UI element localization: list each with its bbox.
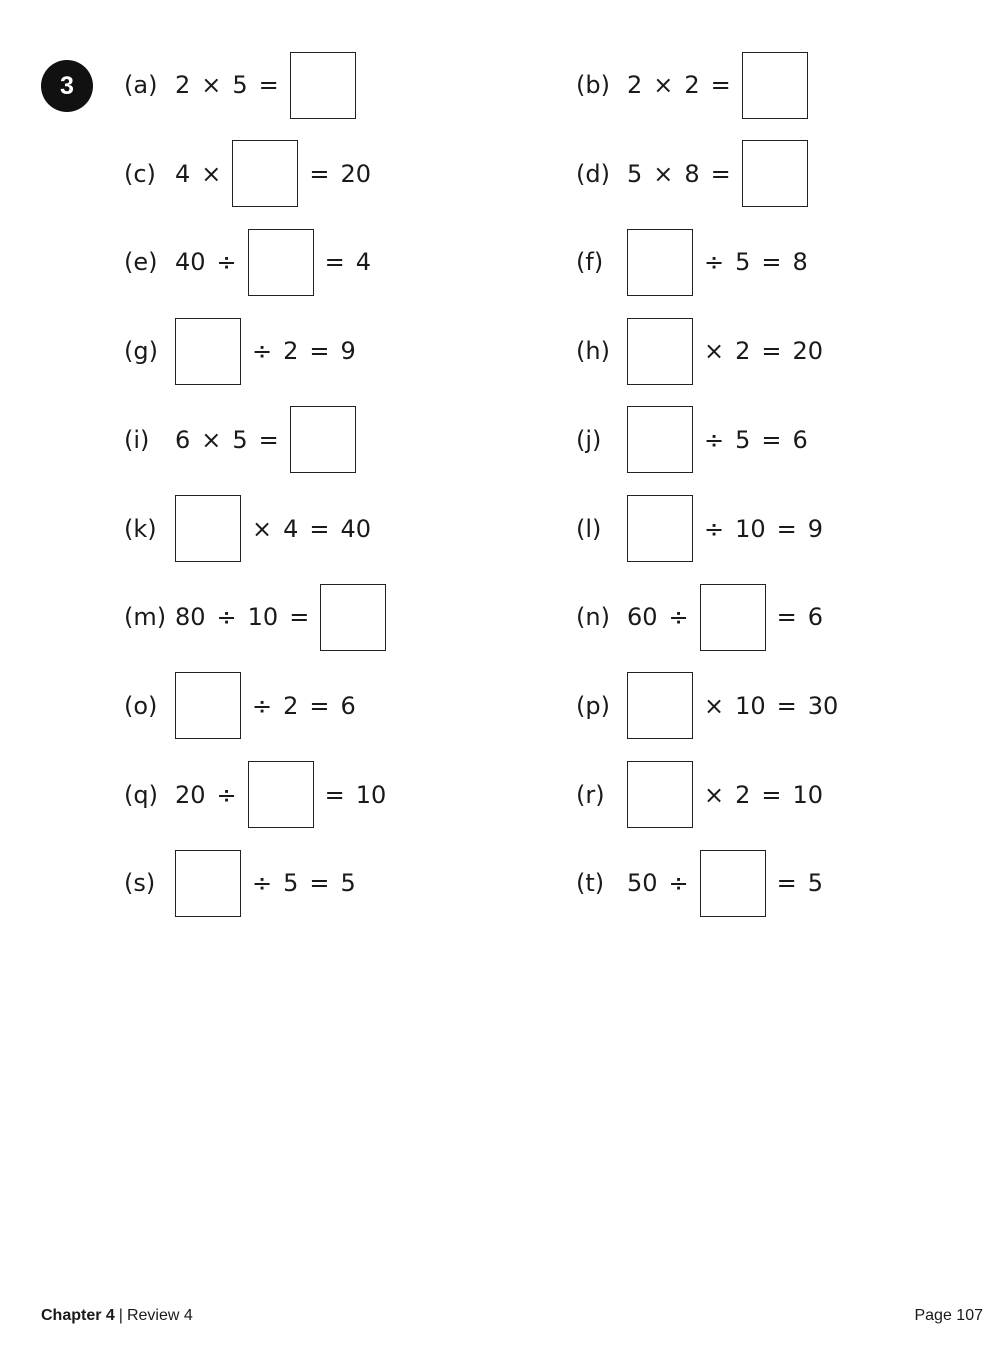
answer-box[interactable] [290, 406, 356, 473]
equation-token: = [761, 425, 782, 454]
equation-token: = [776, 603, 797, 632]
equation-token: 2 [684, 71, 700, 99]
problem-label: (h) [576, 337, 610, 366]
equation-token: = [309, 869, 330, 898]
equation-token: = [258, 425, 279, 454]
equation-token: = [710, 159, 731, 188]
problem-f [576, 227, 808, 297]
equation-token: ÷ [704, 425, 725, 454]
problem-t [576, 848, 823, 918]
equation-token: 2 [735, 780, 751, 809]
problem-d [576, 139, 808, 209]
equation-token: = [776, 869, 797, 898]
equation-token: 2 [175, 71, 191, 99]
equation-token: 2 [283, 337, 299, 366]
chapter-label: Chapter 4 [41, 1307, 115, 1324]
problem-label: (o) [124, 691, 158, 720]
problem-label: (n) [576, 603, 610, 632]
equation-token: = [309, 337, 330, 366]
equation-token: 10 [247, 603, 279, 632]
equation-token: ÷ [668, 869, 689, 898]
problem-label: (r) [576, 780, 605, 809]
equation-token: 20 [175, 780, 206, 809]
equation-token: 40 [175, 248, 206, 277]
problem-i [124, 405, 356, 475]
equation-token: 20 [792, 337, 824, 366]
equation-token: 10 [735, 514, 766, 543]
equation-token: ÷ [216, 248, 237, 277]
equation-token: 5 [283, 869, 299, 898]
equation-token: 6 [807, 603, 824, 632]
equation-token: × [653, 159, 674, 188]
answer-box[interactable] [627, 672, 693, 739]
equation-token: 20 [340, 159, 372, 188]
equation-token: × [201, 159, 222, 188]
answer-box[interactable] [290, 52, 356, 119]
problem-label: (t) [576, 869, 605, 898]
answer-box[interactable] [232, 140, 298, 207]
answer-box[interactable] [248, 229, 314, 296]
problem-label: (a) [124, 71, 158, 99]
equation-token: = [761, 248, 782, 277]
equation-token: × [201, 425, 222, 454]
equation-token: = [258, 71, 279, 99]
problem-label: (c) [124, 159, 156, 188]
equation-token: ÷ [704, 248, 725, 277]
equation-token: = [324, 248, 345, 277]
equation-token: = [776, 514, 797, 543]
equation-token: 5 [340, 869, 356, 898]
equation-token: 50 [627, 869, 658, 898]
answer-box[interactable] [742, 52, 808, 119]
answer-box[interactable] [320, 584, 386, 651]
problem-s [124, 848, 356, 918]
equation-token: × [201, 71, 222, 99]
equation-token: × [704, 337, 725, 366]
answer-box[interactable] [627, 318, 693, 385]
answer-box[interactable] [627, 495, 693, 562]
answer-box[interactable] [742, 140, 808, 207]
equation-token: = [324, 780, 345, 809]
page-number: Page 107 [914, 1307, 983, 1324]
equation-token: × [653, 71, 674, 99]
equation-token: 8 [792, 248, 808, 277]
equation-token: = [761, 780, 782, 809]
equation-token: 6 [175, 425, 191, 454]
equation-token: ÷ [252, 337, 273, 366]
problem-label: (p) [576, 691, 610, 720]
equation-token: 5 [627, 159, 643, 188]
problem-label: (i) [124, 425, 150, 454]
equation-token: = [309, 514, 330, 543]
equation-token: 4 [355, 248, 372, 277]
equation-token: 5 [735, 425, 751, 454]
problem-l [576, 494, 823, 564]
problem-b [576, 50, 808, 120]
equation-token: 5 [735, 248, 751, 277]
equation-token: 9 [340, 337, 356, 366]
equation-token: 30 [807, 691, 839, 720]
problem-label: (s) [124, 869, 156, 898]
equation-token: = [309, 159, 330, 188]
equation-token: = [776, 691, 797, 720]
answer-box[interactable] [700, 584, 766, 651]
equation-token: ÷ [668, 603, 689, 632]
problem-r [576, 760, 823, 830]
equation-token: 60 [627, 603, 658, 632]
equation-token: × [704, 691, 725, 720]
equation-token: 9 [807, 514, 824, 543]
equation-token: 8 [684, 159, 700, 188]
equation-token: ÷ [252, 691, 273, 720]
equation-token: 2 [735, 337, 751, 366]
answer-box[interactable] [175, 850, 241, 917]
equation-token: 6 [340, 691, 356, 720]
problem-p [576, 671, 838, 741]
problem-m [124, 582, 386, 652]
equation-token: × [704, 780, 725, 809]
problem-label: (b) [576, 71, 610, 99]
question-number-badge: 3 [41, 60, 93, 112]
equation-token: × [252, 514, 273, 543]
answer-box[interactable] [627, 229, 693, 296]
answer-box[interactable] [175, 495, 241, 562]
equation-token: ÷ [704, 514, 725, 543]
problem-q [124, 760, 386, 830]
equation-token: 4 [283, 514, 299, 543]
equation-token: 80 [175, 603, 206, 632]
equation-token: 2 [627, 71, 643, 99]
problem-c [124, 139, 371, 209]
equation-token: 4 [175, 159, 191, 188]
answer-box[interactable] [248, 761, 314, 828]
problem-label: (f) [576, 248, 604, 277]
problem-label: (m) [124, 603, 167, 632]
problem-label: (k) [124, 514, 157, 543]
equation-token: 6 [792, 425, 808, 454]
equation-token: 10 [735, 691, 766, 720]
problem-label: (g) [124, 337, 158, 366]
problem-a [124, 50, 356, 120]
equation-token: 40 [340, 514, 372, 543]
section-label: Review 4 [126, 1307, 193, 1324]
answer-box[interactable] [175, 318, 241, 385]
problem-g [124, 316, 356, 386]
equation-token: 10 [792, 780, 824, 809]
answer-box[interactable] [627, 406, 693, 473]
equation-token: 2 [283, 691, 299, 720]
equation-token: 10 [355, 780, 387, 809]
equation-token: = [289, 603, 310, 632]
problem-e [124, 227, 371, 297]
equation-token: ÷ [216, 603, 237, 632]
problem-o [124, 671, 356, 741]
equation-token: 5 [232, 71, 248, 99]
problem-label: (d) [576, 159, 610, 188]
footer-chapter [41, 1307, 193, 1325]
equation-token: = [309, 691, 330, 720]
problem-label: (q) [124, 780, 158, 809]
footer-separator: | [118, 1307, 123, 1324]
equation-token: ÷ [252, 869, 273, 898]
problem-j [576, 405, 808, 475]
equation-token: 5 [807, 869, 824, 898]
problem-n [576, 582, 823, 652]
equation-token: 5 [232, 425, 248, 454]
problem-label: (j) [576, 425, 602, 454]
answer-box[interactable] [700, 850, 766, 917]
problem-label: (e) [124, 248, 158, 277]
equation-token: = [761, 337, 782, 366]
equation-token: = [710, 71, 731, 99]
problem-k [124, 494, 371, 564]
problem-h [576, 316, 823, 386]
answer-box[interactable] [175, 672, 241, 739]
problem-label: (l) [576, 514, 602, 543]
equation-token: ÷ [216, 780, 237, 809]
answer-box[interactable] [627, 761, 693, 828]
